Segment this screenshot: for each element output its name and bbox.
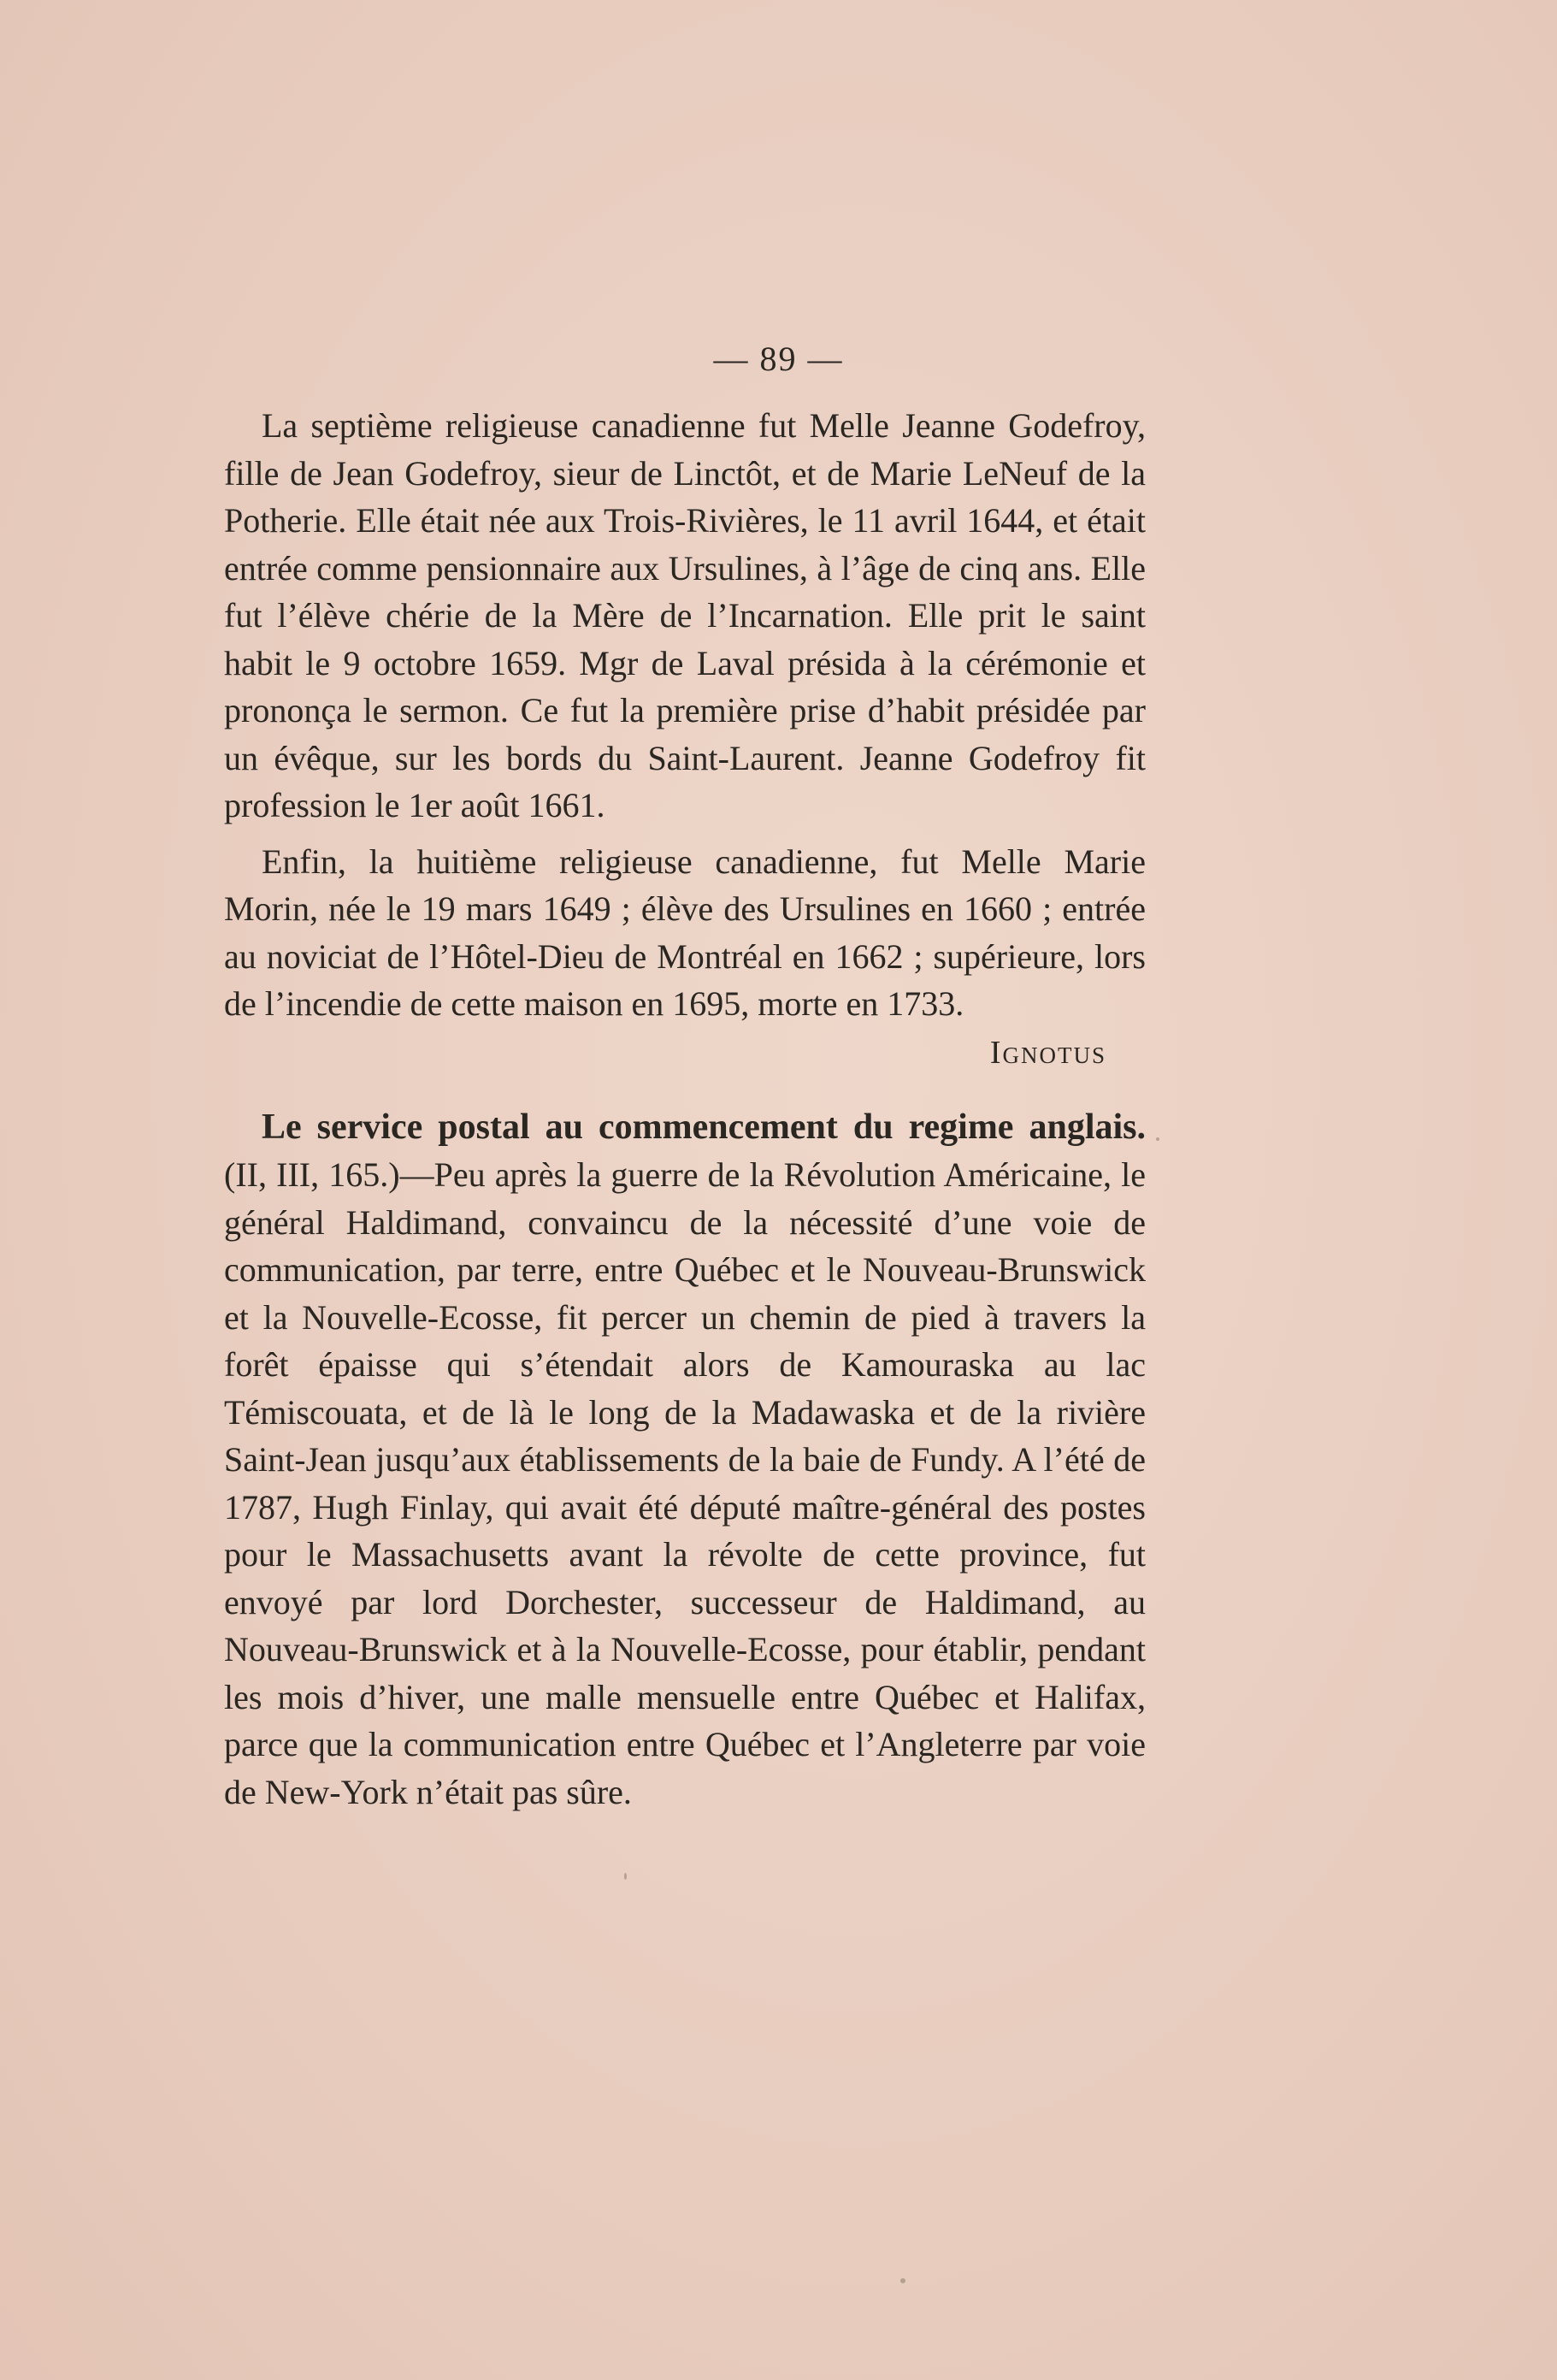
main-text	[224, 402, 1146, 1816]
article-heading: Le service postal au commencement du regime anglais.	[262, 1107, 1146, 1147]
ink-speck	[900, 2278, 905, 2283]
page-number: — 89 —	[713, 340, 844, 378]
ink-speck	[1156, 1137, 1159, 1141]
article-body: (II, III, 165.)—Peu après la guerre de la Révolution Américaine, le général Haldimand, convaincu de la nécessité d’une voie de communication, par terre, entre Québec et le Nouveau-Brunswick et la Nouvelle-Ecosse, fit percer un chemin de pied à travers la forêt épaisse qui s’étendait alors de Kamouraska au lac Témiscouata, et de là le long de la Madawaska et de la rivière Saint-Jean jusqu’aux établissements de la baie de Fundy. A l’été de 1787, Hugh Finlay, qui avait été député maître-général des postes pour le Massachusetts avant la révolte de cette province, fut envoyé par lord Dorchester, successeur de Haldimand, au Nouveau-Brunswick et à la Nouvelle-Ecosse, pour établir, pendant les mois d’hiver, une malle mensuelle entre Québec et Halifax, parce que la communication entre Québec et l’Angleterre par voie de New-York n’était pas sûre.	[224, 1155, 1146, 1811]
paragraph-jeanne-godefroy: La septième religieuse canadienne fut Melle Jeanne Godefroy, fille de Jean Godefroy, sieur de Linctôt, et de Marie LeNeuf de la Potherie. Elle était née aux Trois-Rivières, le 11 avril 1644, et était entrée comme pensionnaire aux Ursulines, à l’âge de cinq ans. Elle fut l’élève chérie de la Mère de l’Incarnation. Elle prit le saint habit le 9 octobre 1659. Mgr de Laval présida à la cérémonie et prononça le sermon. Ce fut la première prise d’habit présidée par un évêque, sur les bords du Saint-Laurent. Jeanne Godefroy fit profession le 1er août 1661.	[224, 406, 1146, 824]
article-service-postal	[224, 1103, 1146, 1816]
author-signature: Ignotus	[989, 1034, 1106, 1071]
paragraph-marie-morin: Enfin, la huitième religieuse canadienne, fut Melle Marie Morin, née le 19 mars 1649 ; élève des Ursulines en 1660 ; entrée au noviciat de l’Hôtel-Dieu de Montréal en 1662 ; supérieure, lors de l’incendie de cette maison en 1695, morte en 1733.	[224, 842, 1146, 1023]
ink-speck	[624, 1873, 627, 1880]
